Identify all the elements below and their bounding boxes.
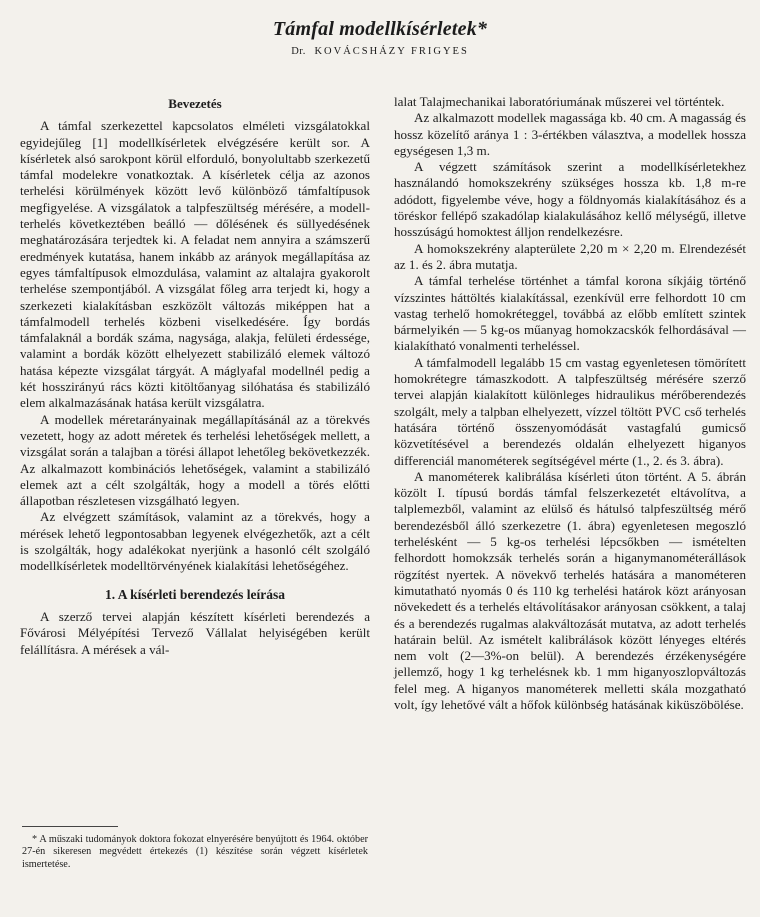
paragraph: A támfal terhelése történhet a támfal korona síkjáig történő vízszintes háttöltés kialakítással, ezenkívül erre felhordott 10 cm vastag terhelő homokréteggel, továbbá az előbb említett szintek bármelyikén — 5 kg-os műanyag homokzacskók felhordásával — kialakítható vonalmenti terheléssel. [394, 273, 746, 354]
left-column [20, 94, 370, 658]
footnote-text: * A műszaki tudományok doktora fokozat elnyerésére benyújtott és 1964. október 27-én sikeresen megvédett értekezés (1) készítése során végzett kísérletek ismertetése. [22, 834, 368, 870]
paragraph: lalat Talajmechanikai laboratóriumának műszerei vel történtek. [394, 94, 725, 109]
footnote-rule [22, 826, 118, 827]
paragraph: A manométerek kalibrálása kísérleti úton történt. A 5. ábrán közölt I. típusú bordás támfal felszerkezetét eltávolítva, a talplemezből, valamint az elülső és hátulsó talpfeszültség mérő berendezésből álló szerkezetre (1. ábra) egyenletesen megoszló terhelésként — 5 kg-os terhelési lépcsőkben — ismételten felhordott homokzsák terhelés során a higanymanométerállások rögzítést nyertek. A növekvő terhelés hatására a manométeren kimutatható nyomás 0 és 110 kg terhelési határok közt arányosan növekedett és a terhelés eltávolításakor arányosan csökkent, a talaj és a berendezés rugalmas alakváltozását mutatva, az adott terhelés határain belül. Az ismételt kalibrálások között lényeges eltérés nem volt (2—3%-on belül). A berendezés érzékenységére jellemző, hogy 1 kg terhelésnek kb. 1 mm higanyoszlopváltozás felel meg. A higanyos manométerek melletti skála mozgatható volt, így lehetővé vált a hőfok különbség hatásának kiküszöbölése. [394, 468, 746, 712]
paragraph: A támfal szerkezettel kapcsolatos elméleti vizsgálatokkal egyidejűleg [1] modellkísérletek elvégzésére került sor. A kísérletek alsó sarokpont körül elforduló, bonyolultabb szerkezetű támfal modelekre vonatkoztak. A kísérletek célja az azonos terhelési körülmények között levő különböző támfaltípusok megfigyelése. A vizsgálatok a talpfeszültség mérésére, a modell-terhelés következtében beálló — dőlésének és süllyedésének meghatározására terjedtek ki. A feladat nem annyira a számszerű eredmények kutatása, hanem inkább az arányok megállapítása az egyes támfaltípusok elmozdulása, valamint az altalajra gyakorolt terhelése szempontjából. A vizsgálat főleg arra terjedt ki, hogy a szerkezeti kialakításban eszközölt változás miképpen hat a támfalmodell terhelés közbeni viselkedésére. Így bordás támfalaknál a bordák száma, nagysága, alakja, felületi érdessége, valamint a bordák között elhelyezett stabilizáló elemek változó hatása képezte vizsgálat tárgyát. A máglyafal modellnél pedig a két hosszirányú rács közti kitöltőanyag silóhatása és stabilizáló elem alkalmazásának hatása került vizsgálatra. [20, 118, 370, 411]
author-name: KOVÁCSHÁZY FRIGYES [314, 46, 469, 57]
section-heading-intro: Bevezetés [168, 96, 222, 111]
right-column [394, 94, 746, 713]
paragraph: Az alkalmazott modellek magassága kb. 40 cm. A magasság és hossz közelítő aránya 1 : 3-értékben választva, a modellek hossza egységesen 1,3 m. [394, 110, 746, 158]
section-heading-1: 1. A kísérleti berendezés leírása [104, 586, 286, 602]
paragraph: A homokszekrény alapterülete 2,20 m × 2,20 m. Elrendezését az 1. és 2. ábra mutatja. [394, 240, 746, 272]
paragraph: A modellek méretarányainak megállapításánál az a törekvés vezetett, hogy az adott méretek és terhelési lehetőségek mellett, a vizsgálat során a talajban a törési állapot lehetőleg bekövetkezzék. Az alkalmazott kombinációs lehetőségek, valamint a stabilizáló elemek azt a célt szolgálták, hogy a modell a törés előtti állapotban részletesen vizsgálható legyen. [20, 411, 370, 509]
paragraph: Az elvégzett számítások, valamint az a törekvés, hogy a mérések lehető legpontosabban legyenek elvégezhetők, azt a célt is szolgálták, hogy adalékokat nyerjünk a hasonló célt szolgáló modellkísérletek modelltörvényének kialakítási lehetőségéhez. [20, 509, 370, 574]
author-line [0, 46, 760, 57]
footnote [22, 834, 368, 871]
paragraph: A támfalmodell legalább 15 cm vastag egyenletesen tömörített homokrétegre támaszkodott. A talpfeszültség mérésére szerző tervei alapján kialakított különleges hidraulikus mérőberendezés szolgált, mely a talpban elhelyezett, vízzel töltött PVC cső terhelés hatására történő összenyomódását vastagfalú gumicső közvetítésével a berendezés oldalán elhelyezett higanyos differenciál manométerek segítségével mérte (1., 2. és 3. ábra). [394, 354, 746, 468]
paragraph: A végzett számítások szerint a modellkísérletekhez használandó homokszekrény szükséges hossza kb. 1,8 m-re adódott, figyelembe véve, hogy a földnyomás kialakításához és a töréskor fellépő szakadólap kialakulásához kellő mélységű, illetve hosszúságú homoktest álljon rendelkezésre. [394, 159, 746, 240]
author-prefix: Dr. [291, 46, 306, 57]
article-title: Támfal modellkísérletek* [272, 18, 488, 40]
paragraph: A szerző tervei alapján készített kísérleti berendezés a Fővárosi Mélyépítési Tervező Vállalat helyiségében került felállításra. A mérések a vál- [20, 608, 370, 657]
